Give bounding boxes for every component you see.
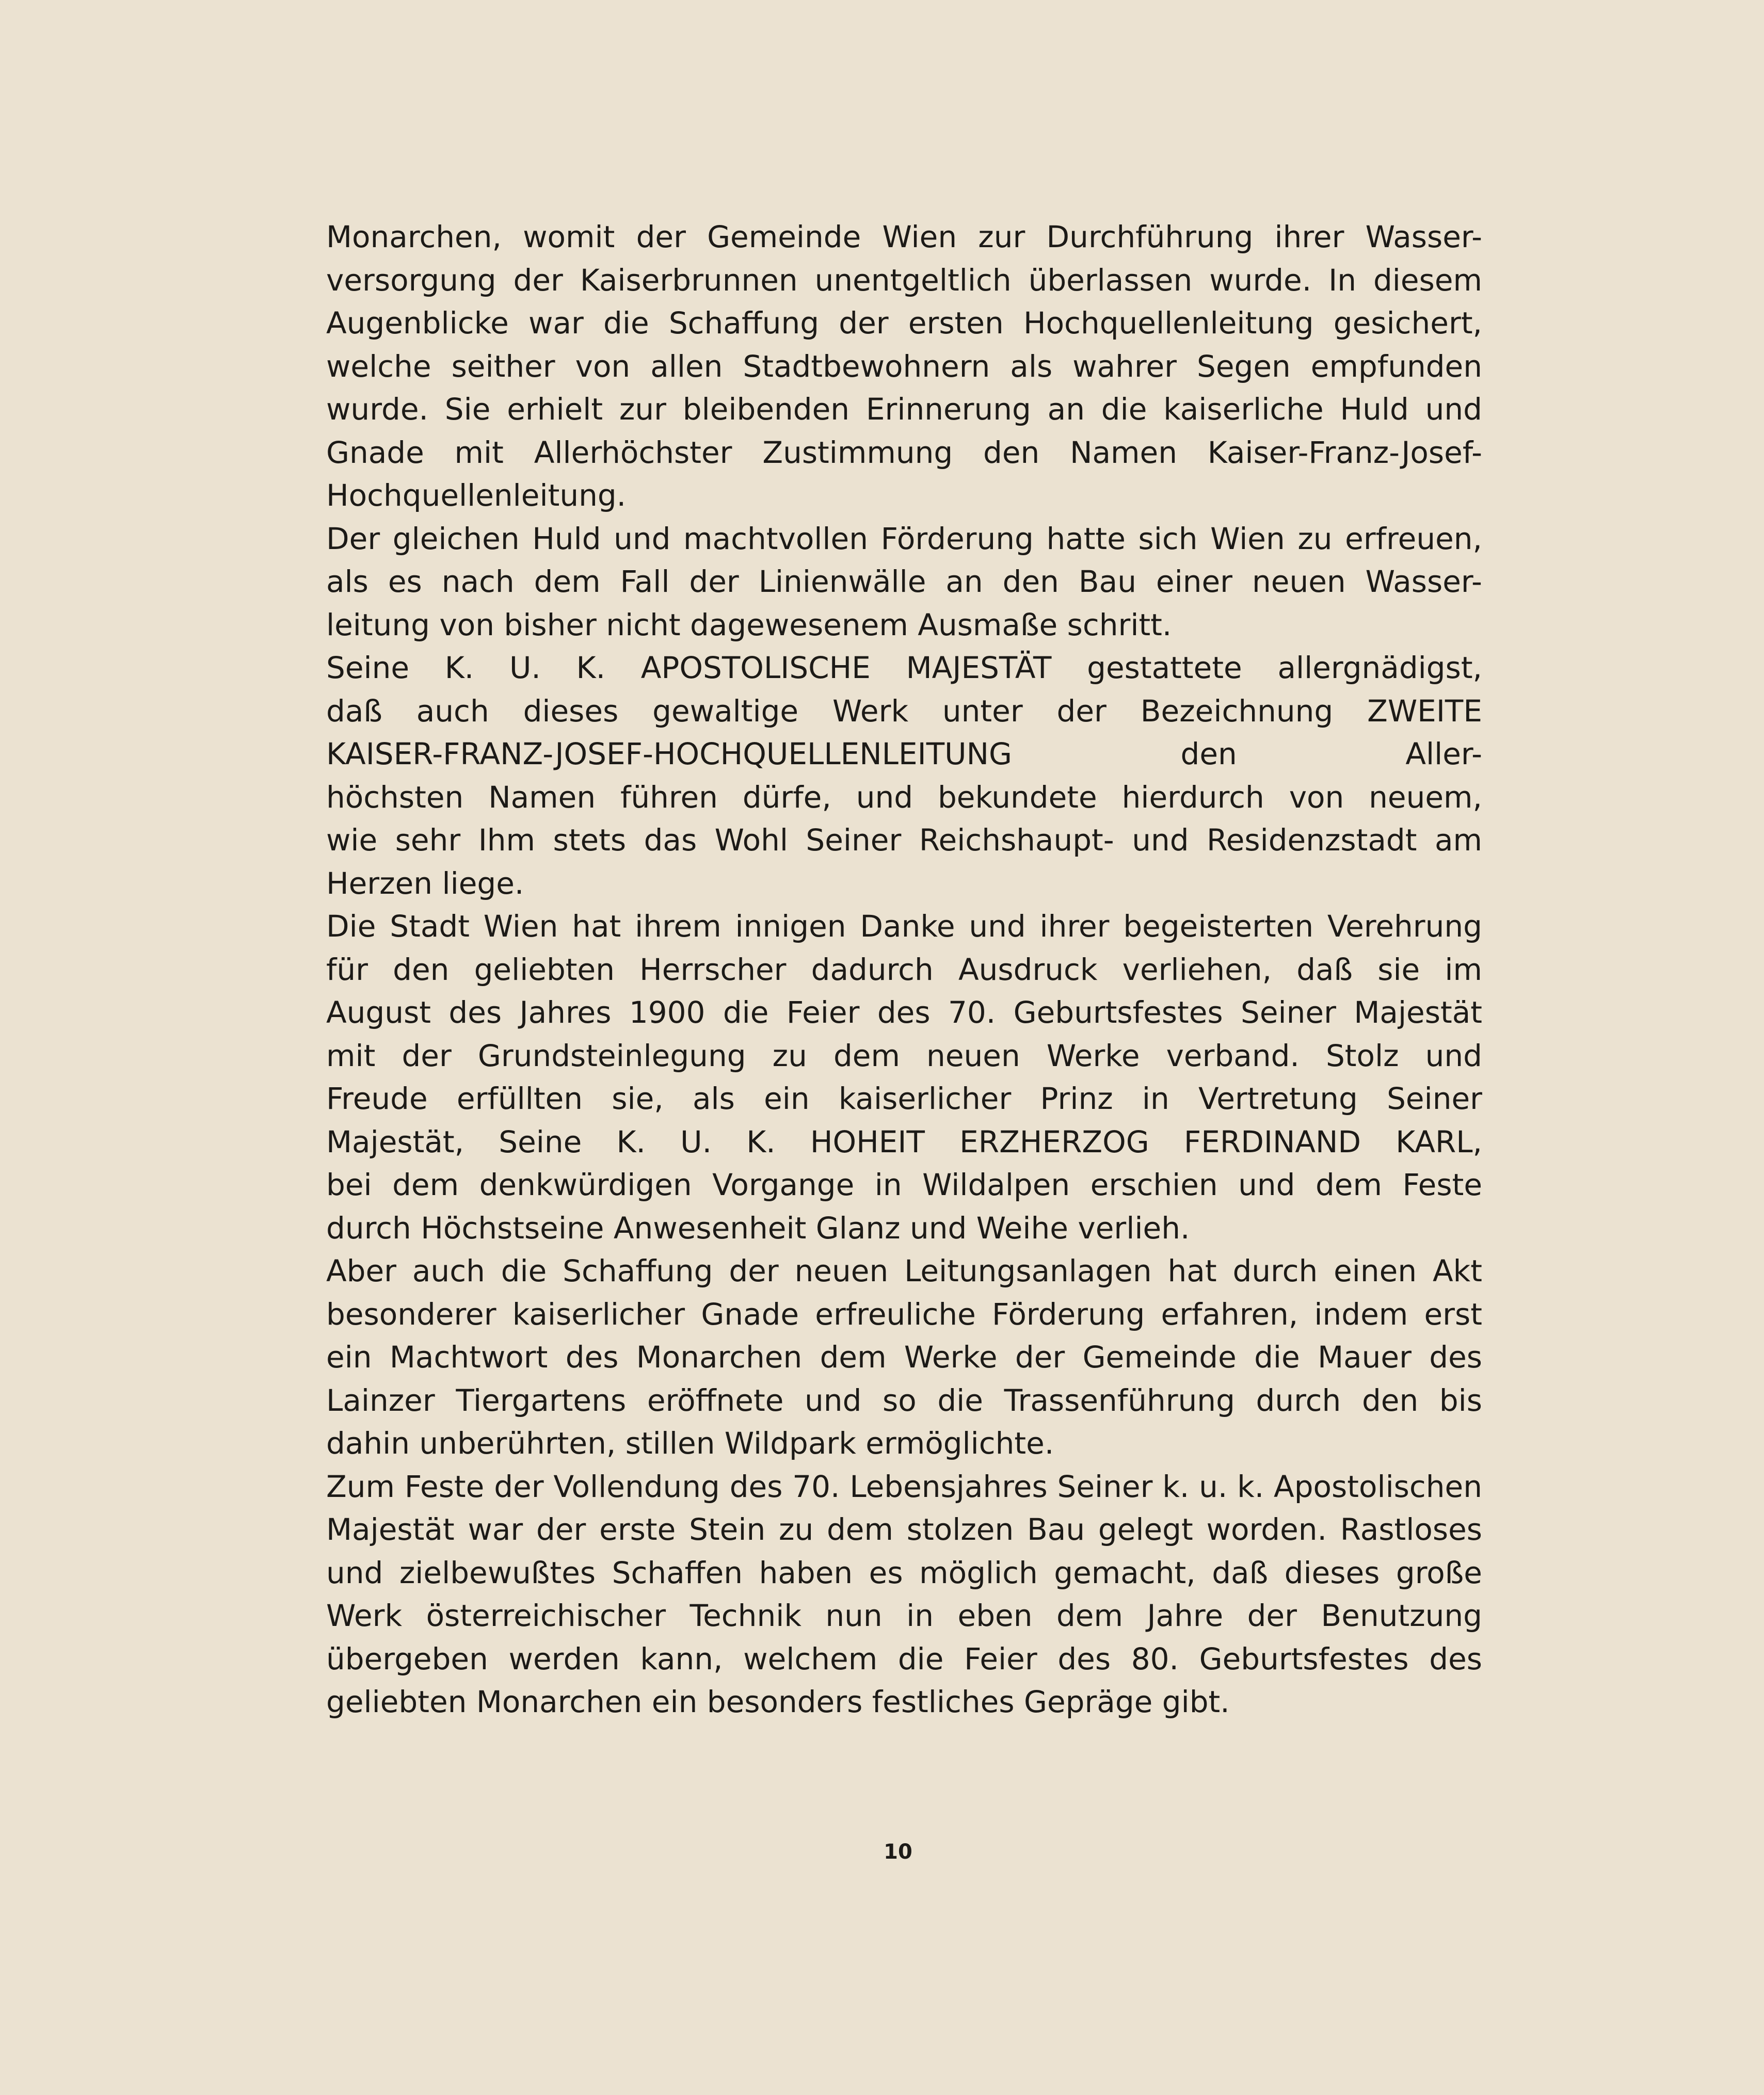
text-line: bei dem denkwürdigen Vorgange in Wildalpen erschien und dem Feste: [326, 1167, 1482, 1202]
text-line: Lainzer Tiergartens eröffnete und so die Trassenführung durch den bis: [326, 1382, 1482, 1418]
text-line: für den geliebten Herrscher dadurch Ausdruck verliehen, daß sie im: [326, 952, 1482, 987]
text-line: welche seither von allen Stadtbewohnern als wahrer Segen empfunden: [326, 348, 1482, 384]
text-line: durch Höchstseine Anwesenheit Glanz und Weihe verlieh.: [326, 1210, 1190, 1246]
text-line: Zum Feste der Vollendung des 70. Lebensjahres Seiner k. u. k. Apostolischen: [326, 1469, 1482, 1504]
paragraph: [326, 518, 1482, 647]
text-line: Der gleichen Huld und machtvollen Förderung hatte sich Wien zu erfreuen,: [326, 521, 1482, 556]
text-line: mit der Grundsteinlegung zu dem neuen Werke verband. Stolz und: [326, 1038, 1482, 1073]
paragraph: [326, 216, 1482, 518]
paragraph: [326, 1465, 1482, 1724]
text-line: Werk österreichischer Technik nun in eben dem Jahre der Benutzung: [326, 1598, 1482, 1633]
text-line: höchsten Namen führen dürfe, und bekundete hierdurch von neuem,: [326, 779, 1482, 815]
text-line: besonderer kaiserlicher Gnade erfreuliche Förderung erfahren, indem erst: [326, 1296, 1482, 1332]
text-line: Augenblicke war die Schaffung der ersten Hochquellenleitung gesichert,: [326, 305, 1482, 341]
text-line: dahin unberührten, stillen Wildpark ermöglichte.: [326, 1426, 1054, 1461]
paragraph: [326, 905, 1482, 1250]
text-line: Monarchen, womit der Gemeinde Wien zur Durchführung ihrer Wasser-: [326, 219, 1482, 254]
text-line: Seine K. U. K. APOSTOLISCHE MAJESTÄT gestattete allergnädigst,: [326, 650, 1482, 685]
text-line: Aber auch die Schaffung der neuen Leitungsanlagen hat durch einen Akt: [326, 1253, 1482, 1288]
text-line: KAISER-FRANZ-JOSEF-HOCHQUELLENLEITUNG den Aller-: [326, 736, 1482, 771]
text-line: Die Stadt Wien hat ihrem innigen Danke und ihrer begeisterten Verehrung: [326, 909, 1482, 944]
text-line: August des Jahres 1900 die Feier des 70. Geburtsfestes Seiner Majestät: [326, 995, 1482, 1030]
text-line: Herzen liege.: [326, 865, 524, 901]
text-line: als es nach dem Fall der Linienwälle an den Bau einer neuen Wasser-: [326, 564, 1482, 599]
text-line: versorgung der Kaiserbrunnen unentgeltlich überlassen wurde. In diesem: [326, 262, 1482, 298]
text-line: wurde. Sie erhielt zur bleibenden Erinnerung an die kaiserliche Huld und: [326, 392, 1482, 427]
text-line: Hochquellenleitung.: [326, 478, 627, 513]
page-number: 10: [884, 1840, 912, 1864]
paragraph: [326, 1250, 1482, 1465]
text-line: Majestät, Seine K. U. K. HOHEIT ERZHERZOG FERDINAND KARL,: [326, 1124, 1482, 1159]
paragraph: [326, 647, 1482, 905]
text-line: Majestät war der erste Stein zu dem stolzen Bau gelegt worden. Rastloses: [326, 1512, 1482, 1547]
text-line: wie sehr Ihm stets das Wohl Seiner Reichshaupt- und Residenzstadt am: [326, 823, 1482, 858]
text-line: leitung von bisher nicht dagewesenem Ausmaße schritt.: [326, 607, 1172, 642]
text-line: Freude erfüllten sie, als ein kaiserlicher Prinz in Vertretung Seiner: [326, 1081, 1482, 1116]
text-line: übergeben werden kann, welchem die Feier des 80. Geburtsfestes des: [326, 1641, 1482, 1677]
text-line: Gnade mit Allerhöchster Zustimmung den Namen Kaiser-Franz-Josef-: [326, 434, 1482, 470]
text-line: daß auch dieses gewaltige Werk unter der Bezeichnung ZWEITE: [326, 693, 1482, 729]
body-text: [326, 216, 1482, 1724]
text-line: ein Machtwort des Monarchen dem Werke der Gemeinde die Mauer des: [326, 1340, 1482, 1375]
text-line: geliebten Monarchen ein besonders festliches Gepräge gibt.: [326, 1684, 1230, 1719]
text-line: und zielbewußtes Schaffen haben es möglich gemacht, daß dieses große: [326, 1555, 1482, 1590]
